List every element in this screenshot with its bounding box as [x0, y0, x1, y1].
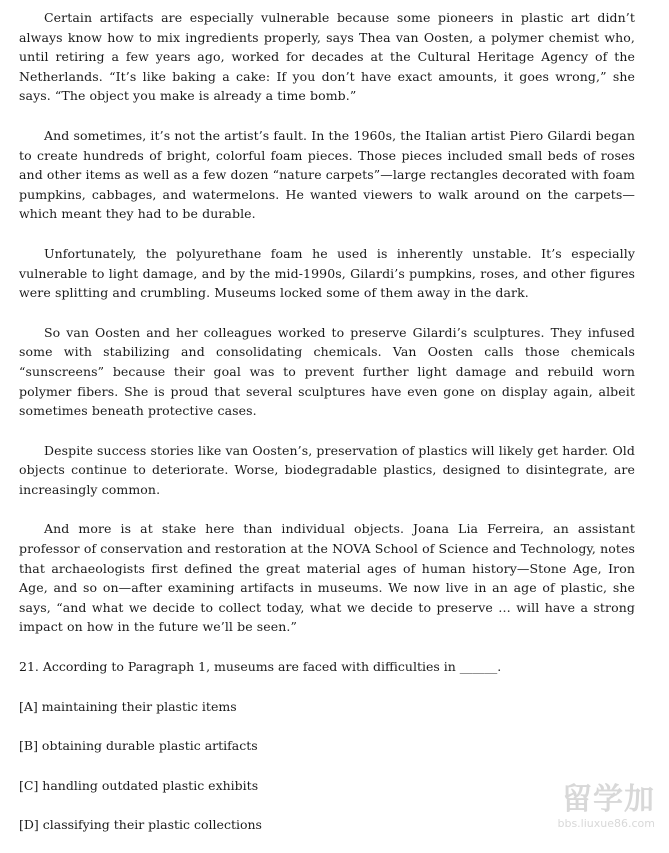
option-c: [C] handling outdated plastic exhibits [19, 777, 259, 793]
paragraph-4: So van Oosten and her colleagues worked to preserve Gilardi’s sculptures. They infused some with stabilizing and consolidating chemicals. Van Oosten calls those chemicals “sunscreens” because their goal was to prevent further light damage and rebuild worn polymer fibers. She is proud that several sculptures have even gone on display again, albeit sometimes beneath protective cases. [19, 324, 635, 419]
paragraph-3: Unfortunately, the polyurethane foam he used is inherently unstable. It’s especially vulnerable to light damage, and by the mid-1990s, Gilardi’s pumpkins, roses, and other figures were splitting and crumbling. Museums locked some of them away in the dark. [19, 245, 635, 301]
option-a: [A] maintaining their plastic items [19, 698, 237, 714]
watermark-logo [505, 783, 655, 843]
reading-passage [19, 8, 635, 637]
paragraph-2: And sometimes, it’s not the artist’s fault. In the 1960s, the Italian artist Piero Gilardi began to create hundreds of bright, colorful foam pieces. Those pieces included small beds of roses and other items as well as a few dozen “nature carpets”—large rectangles decorated with foam pumpkins, cabbages, and watermelons. He wanted viewers to walk around on the carpets—which meant they had to be durable. [19, 127, 635, 222]
watermark-brand: 留学加 [562, 782, 655, 817]
document-page [19, 8, 635, 835]
option-b: [B] obtaining durable plastic artifacts [19, 738, 258, 754]
watermark-url: bbs.liuxue86.com [557, 817, 655, 830]
paragraph-6: And more is at stake here than individual objects. Joana Lia Ferreira, an assistant professor of conservation and restoration at the NOVA School of Science and Technology, notes that archaeologists first defined the great material ages of human history—Stone Age, Iron Age, and so on—after examining artifacts in museums. We now live in an age of plastic, she says, “and what we decide to collect today, what we decide to preserve … will have a strong impact on how in the future we’ll be seen.” [19, 521, 635, 635]
question-stem: 21. According to Paragraph 1, museums are faced with difficulties in ______. [19, 659, 502, 675]
paragraph-5: Despite success stories like van Oosten’s, preservation of plastics will likely get harder. Old objects continue to deteriorate. Worse, biodegradable plastics, designed to disintegrate, are increasingly common. [19, 442, 635, 497]
option-d: [D] classifying their plastic collections [19, 817, 262, 833]
paragraph-1: Certain artifacts are especially vulnerable because some pioneers in plastic art didn’t always know how to mix ingredients properly, says Thea van Oosten, a polymer chemist who, until retiring a few years ago, worked for decades at the Cultural Heritage Agency of the Netherlands. “It’s like baking a cake: If you don’t have exact amounts, it goes wrong,” she says. “The object you make is already a time bomb.” [19, 10, 635, 104]
